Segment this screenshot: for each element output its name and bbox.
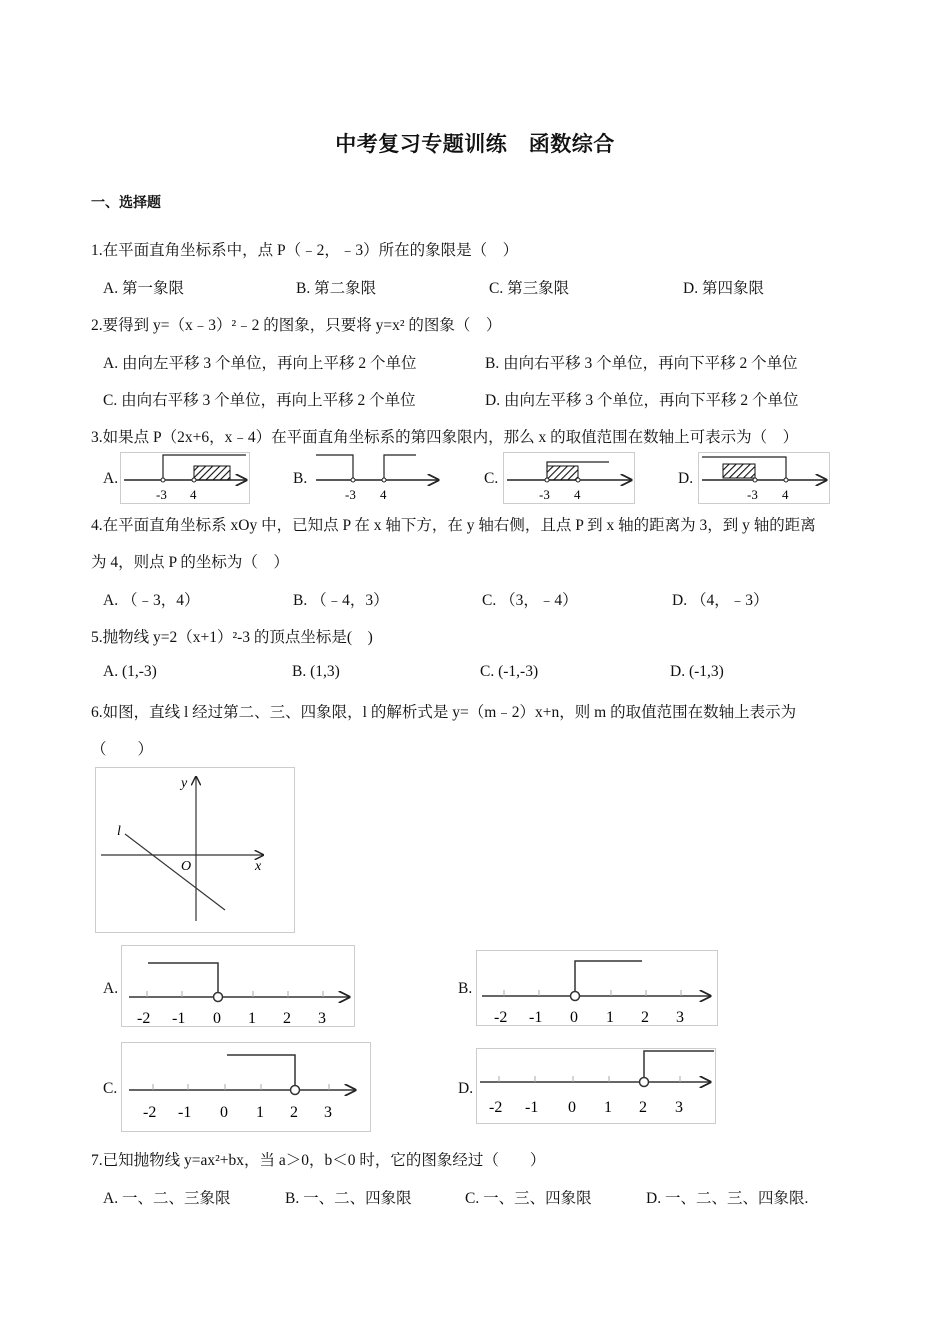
question-6-line-2: （ ） [91,741,154,758]
tick-label: 1 [256,1104,264,1121]
q4-option-c[interactable]: C. （3，﹣4） [482,592,578,609]
q1-option-c[interactable]: C. 第三象限 [489,280,570,297]
tick-label: 0 [570,1009,578,1026]
q7-option-d[interactable]: D. 一、二、三、四象限. [646,1190,809,1207]
q6-option-d[interactable]: D. [458,1080,474,1097]
q1-option-d[interactable]: D. 第四象限 [683,280,764,297]
q1-option-a[interactable]: A. 第一象限 [103,280,184,297]
q6-number-line-a [121,945,355,1027]
q5-option-d[interactable]: D. (-1,3) [670,663,724,680]
tick-label: -2 [494,1009,508,1026]
tick-label: 2 [641,1009,649,1026]
tick-label: 4 [574,487,581,502]
tick-label: 0 [568,1099,576,1116]
q6-number-line-b [476,950,718,1026]
y-axis-label: y [181,776,188,791]
q3-option-c[interactable]: C. [484,470,499,487]
question-4-line-2: 为 4，则点 P 的坐标为（ ） [91,554,289,571]
page-title: 中考复习专题训练 函数综合 [335,132,615,156]
tick-label: 1 [604,1099,612,1116]
question-2: 2.要得到 y=（x﹣3）²﹣2 的图象，只要将 y=x² 的图象（ ） [91,317,502,334]
question-4-line-1: 4.在平面直角坐标系 xOy 中，已知点 P 在 x 轴下方，在 y 轴右侧，且点 P 到 x 轴的距离为 3，到 y 轴的距离 [91,517,816,534]
q4-option-d[interactable]: D. （4，﹣3） [672,592,769,609]
tick-label: 2 [283,1010,291,1027]
tick-label: -3 [345,487,356,502]
q3-option-b[interactable]: B. [293,470,308,487]
q6-number-line-d [476,1048,716,1124]
q3-option-a[interactable]: A. [103,470,119,487]
question-6-line-1: 6.如图，直线 l 经过第二、三、四象限，l 的解析式是 y=（m﹣2）x+n，则 m 的取值范围在数轴上表示为 [91,704,797,721]
coordinate-figure [95,767,295,933]
tick-label: -3 [156,487,167,502]
tick-label: -1 [172,1010,186,1027]
tick-label: -1 [178,1104,192,1121]
q3-number-line-d [698,452,830,504]
q2-option-d[interactable]: D. 由向左平移 3 个单位，再向下平移 2 个单位 [485,392,799,409]
q5-option-b[interactable]: B. (1,3) [292,663,340,680]
q4-option-a[interactable]: A. （﹣3，4） [103,592,200,609]
tick-label: 2 [639,1099,647,1116]
x-axis-label: x [255,859,262,874]
q6-option-b[interactable]: B. [458,980,473,997]
origin-label: O [181,859,192,874]
tick-label: 1 [606,1009,614,1026]
tick-label: 1 [248,1010,256,1027]
question-7: 7.已知抛物线 y=ax²+bx，当 a＞0，b＜0 时，它的图象经过（ ） [91,1152,546,1169]
tick-label: -1 [529,1009,543,1026]
tick-label: 3 [324,1104,332,1121]
q3-option-d[interactable]: D. [678,470,694,487]
q6-option-a[interactable]: A. [103,980,119,997]
q7-option-c[interactable]: C. 一、三、四象限 [465,1190,592,1207]
q6-option-c[interactable]: C. [103,1080,118,1097]
tick-label: -2 [489,1099,503,1116]
tick-label: 2 [290,1104,298,1121]
tick-label: 3 [318,1010,326,1027]
question-5: 5.抛物线 y=2（x+1）²-3 的顶点坐标是( ) [91,629,373,646]
tick-label: 3 [675,1099,683,1116]
tick-label: 0 [213,1010,221,1027]
tick-label: -1 [525,1099,539,1116]
tick-label: 3 [676,1009,684,1026]
q1-option-b[interactable]: B. 第二象限 [296,280,377,297]
question-3: 3.如果点 P（2x+6，x﹣4）在平面直角坐标系的第四象限内，那么 x 的取值范围在数轴上可表示为（ ） [91,429,799,446]
q3-number-line-a [120,452,250,504]
tick-label: 4 [782,487,789,502]
q2-option-a[interactable]: A. 由向左平移 3 个单位，再向上平移 2 个单位 [103,355,417,372]
q3-number-line-c [503,452,635,504]
question-1: 1.在平面直角坐标系中，点 P（﹣2，﹣3）所在的象限是（ ） [91,242,519,259]
q6-number-line-c [121,1042,371,1132]
tick-label: -2 [143,1104,157,1121]
q2-option-b[interactable]: B. 由向右平移 3 个单位，再向下平移 2 个单位 [485,355,798,372]
q5-option-a[interactable]: A. (1,-3) [103,663,157,680]
q2-option-c[interactable]: C. 由向右平移 3 个单位，再向上平移 2 个单位 [103,392,416,409]
tick-label: -3 [539,487,550,502]
tick-label: 0 [220,1104,228,1121]
tick-label: 4 [380,487,387,502]
q5-option-c[interactable]: C. (-1,-3) [480,663,539,680]
q3-number-line-b [312,452,442,504]
tick-label: -3 [747,487,758,502]
section-heading: 一、选择题 [91,195,161,211]
tick-label: -2 [137,1010,151,1027]
q7-option-b[interactable]: B. 一、二、四象限 [285,1190,412,1207]
line-label: l [117,824,121,839]
q7-option-a[interactable]: A. 一、二、三象限 [103,1190,231,1207]
q4-option-b[interactable]: B. （﹣4，3） [293,592,389,609]
tick-label: 4 [190,487,197,502]
